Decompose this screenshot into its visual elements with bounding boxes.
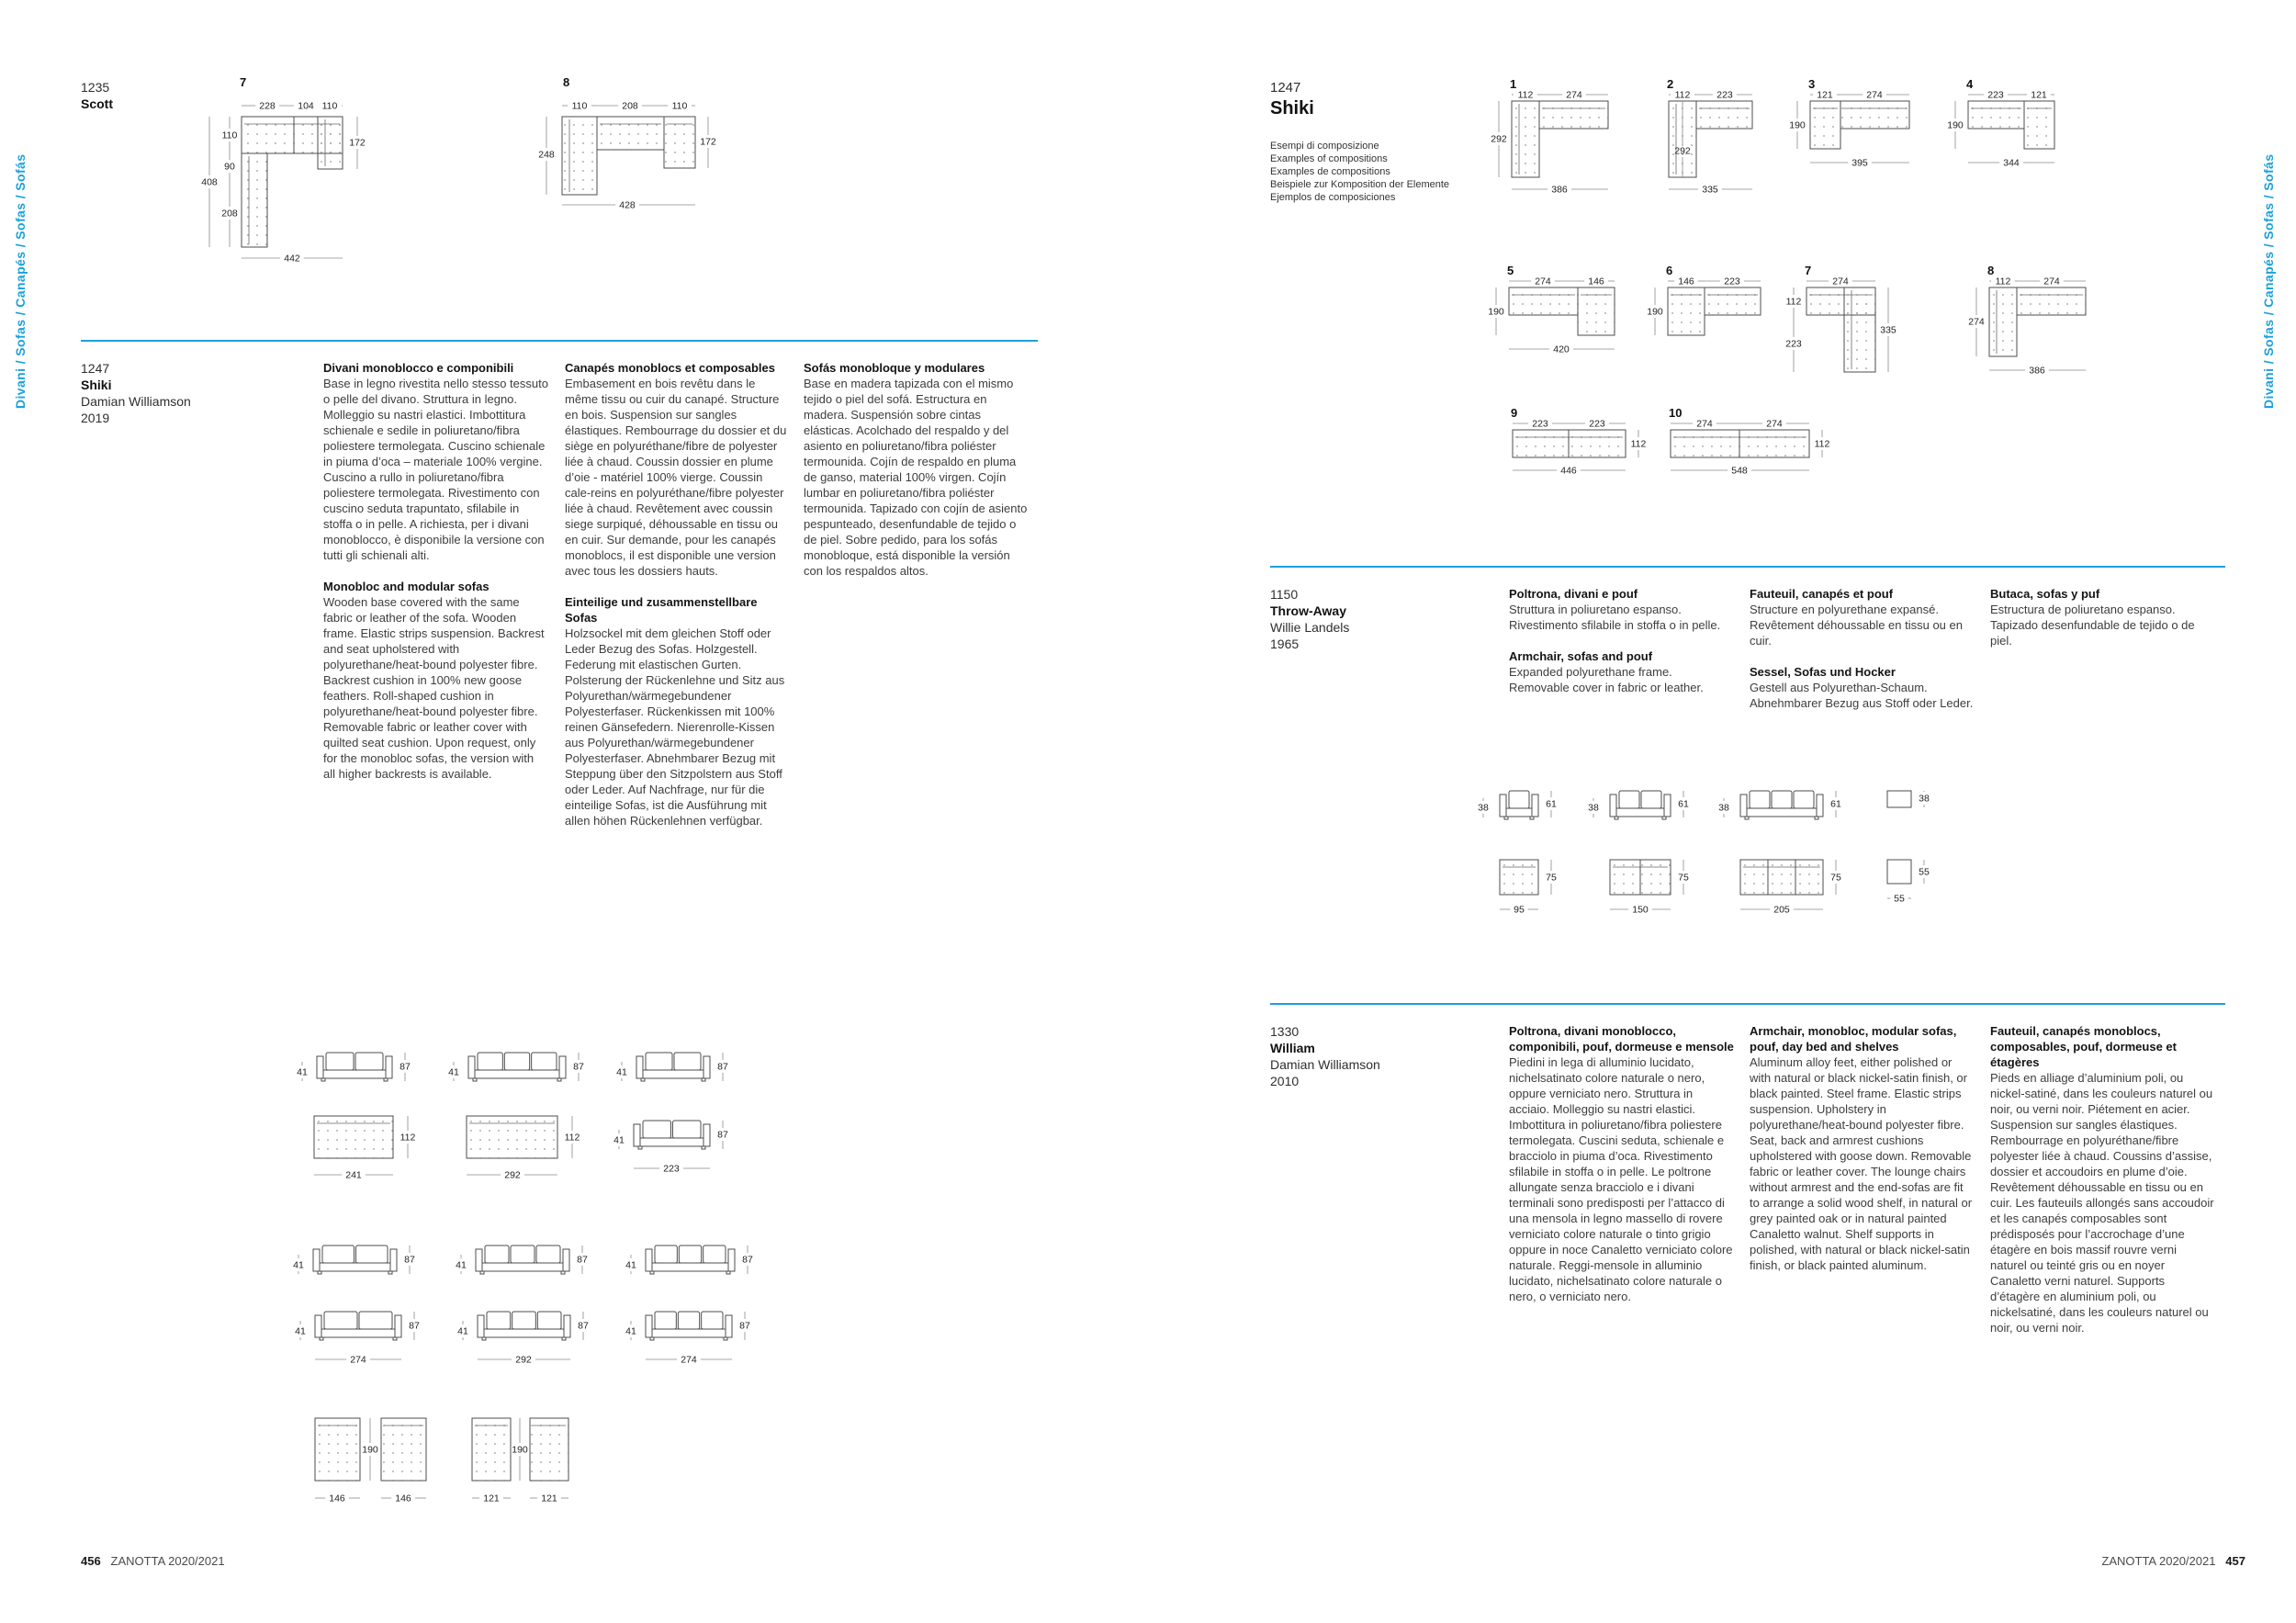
svg-text:223: 223	[1716, 89, 1733, 101]
throwaway-text-col-3	[1990, 586, 2215, 648]
svg-text:172: 172	[349, 137, 366, 149]
svg-text:274: 274	[1866, 89, 1883, 101]
svg-text:274: 274	[1968, 316, 1985, 328]
william-name: William	[1270, 1041, 1315, 1055]
scott-code: 1235	[81, 80, 110, 95]
svg-text:87: 87	[573, 1061, 584, 1073]
composition-captions	[1270, 140, 1449, 204]
svg-text:146: 146	[395, 1493, 411, 1505]
throwaway-text-col-2	[1750, 586, 1975, 711]
svg-text:38: 38	[1919, 793, 1930, 805]
shiki-body-de: Holzsockel mit dem gleichen Stoff oder Leder Bezug des Sofas. Holzgestell. Federung mit elastischen Gurten. Polsterung der Rückenlehne und Sitz aus Polyurethan/wärmegebundener Polyesterfaser. Rückenkissen mit 100% reinen Gänsefedern. Nierenrolle-Kissen aus Polyurethan/wärmegebundener Polyesterfaser. Abnehmbarer Bezug mit Steppung über den Sitzpolstern aus Stoff oder Leder. Auf Nachfrage, nur für die einteilige Sofas, ist die Ausführung mit allen höhen Rückenlehnen verfügbar.	[565, 626, 785, 828]
svg-text:110: 110	[671, 100, 688, 112]
shiki-composition-9-number: 9	[1511, 406, 1518, 420]
svg-text:292: 292	[1674, 145, 1691, 157]
william-text-col-2	[1750, 1023, 1975, 1273]
svg-text:386: 386	[1551, 184, 1568, 196]
shiki-module-front-274a	[287, 1304, 453, 1378]
svg-text:274: 274	[2043, 276, 2060, 287]
william-text-col-3	[1990, 1023, 2215, 1336]
svg-text:41: 41	[625, 1259, 636, 1271]
william-product-info	[1270, 1023, 1380, 1089]
william-body-it: Piedini in lega di alluminio lucidato, nichelsatinato colore naturale o nero, oppure verniciato nero. Struttura in acciaio. Molleggio su nastri elastici. Imbottitura in poliuretano/fibra poliestere termolegata. Cuscini seduta, schienale e bracciolo in piuma d’oca. Rivestimento sfilabile in stoffa o in pelle. Le poltrone allungate senza bracciolo e i divani terminali sono predisposti per l’attacco di una mensola in legno massello di rovere verniciato colore naturale o tinto grigio oppure in noce Canaletto verniciato colore naturale. Reggi-mensole in alluminio lucidato, nichelsatinato colore naturale o nero, o verniciato nero.	[1509, 1055, 1733, 1303]
svg-text:442: 442	[284, 253, 300, 265]
svg-text:408: 408	[201, 176, 218, 188]
svg-text:41: 41	[457, 1325, 468, 1337]
shiki-composition-2	[1641, 75, 1797, 209]
svg-text:41: 41	[625, 1325, 636, 1337]
left-page-footer	[81, 1554, 225, 1568]
svg-text:87: 87	[409, 1320, 420, 1332]
svg-text:41: 41	[456, 1259, 467, 1271]
svg-text:112: 112	[1995, 276, 2011, 287]
svg-text:274: 274	[1696, 418, 1713, 430]
throwaway-pouf-front	[1860, 783, 1961, 820]
throwaway-year: 1965	[1270, 637, 1300, 651]
william-body-en: Aluminum alloy feet, either polished or with natural or black nickel-satin finish, or black painted. Steel frame. Elastic strips suspension. Upholstery in polyurethane/heat-bound polyester fibre. Seat, back and armrest cushions upholstered with goose down. Removable fabric or leather cover. The lounge chairs without armrest and the end-sofas are fit to arrange a solid wood shelf, in natural or grey painted oak or in natural painted Canaletto walnut. Shelf supports in polished, with natural or black nickel-satin finish, or black painted aluminum.	[1750, 1055, 1973, 1272]
scott-plan-8-number: 8	[563, 75, 570, 89]
shiki-module-front-r1c2	[441, 1045, 615, 1096]
shiki-composition-7-number: 7	[1805, 264, 1812, 277]
svg-text:223: 223	[1589, 418, 1605, 430]
throwaway-sofa3-plan	[1713, 851, 1860, 919]
svg-text:190: 190	[1647, 306, 1663, 318]
throwaway-designer: Willie Landels	[1270, 620, 1350, 635]
shiki-module-front-r3c3	[618, 1238, 793, 1289]
svg-text:104: 104	[298, 100, 314, 112]
svg-text:112: 112	[1630, 438, 1647, 450]
svg-text:61: 61	[1546, 798, 1557, 810]
william-heading-fr: Fauteuil, canapés monoblocs, composables, pouf, dormeuse et étagères	[1990, 1024, 2177, 1069]
throwaway-heading-fr: Fauteuil, canapés et pouf	[1750, 587, 1894, 601]
svg-text:446: 446	[1560, 465, 1577, 477]
svg-text:190: 190	[1947, 119, 1964, 131]
svg-text:274: 274	[1832, 276, 1849, 287]
svg-text:41: 41	[293, 1259, 304, 1271]
shiki-composition-5-number: 5	[1507, 264, 1514, 277]
svg-text:274: 274	[1766, 418, 1783, 430]
svg-text:335: 335	[1702, 184, 1718, 196]
throwaway-body-it: Struttura in poliuretano espanso. Rivestimento sfilabile in stoffa o in pelle.	[1509, 603, 1721, 632]
shiki-composition-3	[1783, 75, 1966, 186]
svg-text:241: 241	[345, 1169, 362, 1181]
svg-text:228: 228	[259, 100, 276, 112]
divider-shiki-section	[81, 340, 1038, 342]
shiki-compositions-header	[1270, 79, 1314, 119]
throwaway-text-col-1	[1509, 586, 1734, 695]
throwaway-body-es: Estructura de poliuretano espanso. Tapizado desenfundable de tejido o de piel.	[1990, 603, 2195, 648]
svg-text:110: 110	[221, 130, 238, 141]
svg-text:292: 292	[1491, 133, 1507, 145]
svg-text:38: 38	[1718, 802, 1729, 814]
svg-text:146: 146	[1678, 276, 1694, 287]
throwaway-sofa3-front	[1713, 783, 1860, 829]
svg-text:87: 87	[742, 1254, 753, 1266]
svg-text:75: 75	[1678, 872, 1689, 884]
svg-text:110: 110	[571, 100, 588, 112]
scott-product-info	[81, 79, 113, 112]
brand-footer-left: ZANOTTA 2020/2021	[110, 1554, 225, 1568]
svg-text:87: 87	[739, 1320, 750, 1332]
right-page-footer	[1837, 1554, 2245, 1568]
svg-text:55: 55	[1894, 893, 1905, 905]
svg-text:112: 112	[564, 1132, 580, 1144]
shiki-compositions-code: 1247	[1270, 80, 1301, 96]
svg-text:428: 428	[619, 199, 636, 211]
shiki-module-front-r1c3	[609, 1045, 765, 1096]
svg-text:223: 223	[1987, 89, 2004, 101]
svg-text:112: 112	[400, 1132, 416, 1144]
shiki-body-fr: Embasement en bois revêtu dans le même tissu ou cuir du canapé. Structure en bois. Suspension sur sangles élastiques. Rembourrage du dossier et du siège en polyuréthane/fibre de polyester liée à chaud. Coussin dossier en plume d’oie - matériel 100% vierge. Coussin cale-reins en polyuréthane/fibre polyester liée à chaud. Revêtement avec coussin siege surpiqué, déhoussable en tissu ou en cuir. Sur demande, pour les canapés monoblocs, il est disponible une version avec tous les dossiers hauts.	[565, 377, 787, 578]
throwaway-pouf-plan	[1860, 851, 1961, 915]
caption-en: Examples of compositions	[1270, 153, 1388, 164]
svg-text:87: 87	[578, 1320, 589, 1332]
svg-text:121: 121	[2031, 89, 2047, 101]
shiki-heading-fr: Canapés monoblocs et composables	[565, 361, 776, 375]
shiki-module-plan-121-pair	[445, 1411, 628, 1516]
svg-text:121: 121	[483, 1493, 500, 1505]
svg-text:112: 112	[1814, 438, 1830, 450]
left-page-number: 456	[81, 1554, 101, 1568]
william-text-col-1	[1509, 1023, 1734, 1304]
svg-text:87: 87	[404, 1254, 415, 1266]
shiki-composition-10	[1643, 404, 1863, 491]
svg-text:112: 112	[1785, 296, 1802, 308]
shiki-product-info	[81, 360, 191, 426]
shiki-body-es: Base en madera tapizada con el mismo tejido o piel del sofá. Estructura en madera. Suspensión sobre cintas elásticas. Acolchado del respaldo y del asiento en poliuretano/fibra poliéster termounida. Cojín de respaldo en pluma de ganso, material 100% virgen. Cojín lumbar en poliuretano/fibra poliéster termounida. Tapizado con cojín de asiento pespunteado, desenfundable de tejido o de piel. Sobre pedido, para los sofás monobloque, está disponible la versión con los respaldos altos.	[804, 377, 1028, 578]
throwaway-heading-en: Armchair, sofas and pouf	[1509, 649, 1653, 663]
scott-plan-7-number: 7	[240, 75, 247, 89]
svg-text:90: 90	[224, 161, 235, 173]
caption-it: Esempi di composizione	[1270, 141, 1379, 152]
svg-text:223: 223	[663, 1163, 680, 1175]
shiki-body-it: Base in legno rivestita nello stesso tessuto o pelle del divano. Struttura in legno. Molleggio su nastri elastici. Imbottitura schienale e sedile in poliuretano/fibra poliestere termolegata. Cuscino schienale in piuma d’oca – materiale 100% vergine. Cuscino a rullo in poliuretano/fibra poliestere termolegata. Rivestimento con cuscino seduta trapuntato, sfilabile in stoffa o in pelle. A richiesta, per i divani monoblocco, è disponibile la versione con tutti gli schienali alti.	[323, 377, 548, 562]
right-page-side-label: Divani / Sofas / Canapés / Sofas / Sofás	[2261, 153, 2276, 409]
svg-text:95: 95	[1514, 904, 1525, 916]
svg-text:190: 190	[512, 1444, 528, 1456]
shiki-year: 2019	[81, 411, 110, 425]
shiki-composition-8	[1962, 262, 2145, 390]
shiki-heading-de: Einteilige und zusammenstellbare Sofas	[565, 595, 758, 625]
svg-text:87: 87	[717, 1129, 728, 1141]
throwaway-body-en: Expanded polyurethane frame. Removable cover in fabric or leather.	[1509, 665, 1704, 694]
svg-text:386: 386	[2029, 365, 2045, 377]
svg-text:150: 150	[1632, 904, 1649, 916]
shiki-module-plan-241	[287, 1107, 443, 1185]
william-code: 1330	[1270, 1024, 1300, 1039]
shiki-module-front-274b	[618, 1304, 793, 1378]
throwaway-heading-es: Butaca, sofas y puf	[1990, 587, 2100, 601]
shiki-composition-3-number: 3	[1808, 77, 1816, 91]
svg-text:208: 208	[221, 208, 238, 220]
svg-text:274: 274	[681, 1354, 697, 1366]
throwaway-sofa2-plan	[1582, 851, 1702, 919]
scott-plan-7	[179, 73, 422, 271]
svg-text:190: 190	[1789, 119, 1806, 131]
svg-text:87: 87	[577, 1254, 588, 1266]
svg-text:146: 146	[1588, 276, 1604, 287]
svg-text:548: 548	[1731, 465, 1748, 477]
shiki-composition-2-number: 2	[1667, 77, 1674, 91]
svg-text:121: 121	[1817, 89, 1833, 101]
william-designer: Damian Williamson	[1270, 1057, 1380, 1072]
shiki-heading-en: Monobloc and modular sofas	[323, 580, 490, 593]
shiki-composition-4-number: 4	[1966, 77, 1974, 91]
divider-throwaway-section	[1270, 566, 2225, 568]
throwaway-armchair-plan	[1472, 851, 1573, 919]
william-body-fr: Pieds en alliage d’aluminium poli, ou nickel-satiné, dans les couleurs naturel ou noir, ou verni noir. Piétement en acier. Suspension sur sangles élastiques. Rembourrage en polyuréthane/fibre polyester liée à chaud. Coussins d’assise, dossier et accoudoirs en plume d’oie. Revêtement déhoussable en tissu ou en cuir. Les fauteuils allongés sans accoudoir et les canapés composables sont prédisposés pour l’accrochage d’une étagère en bois massif rouvre verni naturel ou teinté gris ou en noyer Canaletto verni naturel. Supports d’étagère en aluminium poli, ou nickelsatiné, dans les couleurs naturel ou noir, ou verni noir.	[1990, 1071, 2214, 1335]
svg-text:223: 223	[1532, 418, 1548, 430]
svg-text:87: 87	[400, 1061, 411, 1073]
shiki-composition-5	[1481, 262, 1665, 372]
throwaway-product-info	[1270, 586, 1349, 652]
shiki-composition-6-number: 6	[1666, 264, 1673, 277]
svg-text:112: 112	[1674, 89, 1691, 101]
left-page-side-label: Divani / Sofas / Canapés / Sofas / Sofás	[13, 153, 28, 409]
svg-text:292: 292	[515, 1354, 532, 1366]
shiki-compositions-name: Shiki	[1270, 98, 1314, 118]
svg-text:190: 190	[362, 1444, 378, 1456]
svg-text:274: 274	[1535, 276, 1551, 287]
shiki-text-col-3	[804, 360, 1029, 579]
throwaway-heading-de: Sessel, Sofas und Hocker	[1750, 665, 1896, 679]
svg-text:292: 292	[504, 1169, 521, 1181]
svg-text:335: 335	[1880, 324, 1896, 336]
throwaway-body-fr: Structure en polyurethane expansé. Revêtement déhoussable en tissu ou en cuir.	[1750, 603, 1963, 648]
brand-footer-right: ZANOTTA 2020/2021	[2101, 1554, 2216, 1568]
svg-text:41: 41	[616, 1066, 627, 1078]
caption-de: Beispiele zur Komposition der Elemente	[1270, 179, 1450, 190]
svg-text:420: 420	[1553, 344, 1570, 355]
svg-text:112: 112	[1517, 89, 1534, 101]
shiki-module-front-r3c1	[286, 1238, 451, 1289]
shiki-name: Shiki	[81, 378, 112, 392]
svg-text:38: 38	[1478, 802, 1489, 814]
svg-text:274: 274	[350, 1354, 366, 1366]
svg-text:190: 190	[1488, 306, 1504, 318]
svg-text:38: 38	[1588, 802, 1599, 814]
shiki-composition-10-number: 10	[1669, 406, 1683, 420]
throwaway-name: Throw-Away	[1270, 603, 1346, 618]
svg-text:248: 248	[538, 149, 555, 161]
svg-text:172: 172	[700, 136, 716, 148]
svg-text:61: 61	[1830, 798, 1841, 810]
scott-plan-8	[514, 73, 758, 220]
william-year: 2010	[1270, 1074, 1300, 1088]
svg-text:146: 146	[329, 1493, 345, 1505]
shiki-heading-it: Divani monoblocco e componibili	[323, 361, 514, 375]
svg-text:41: 41	[297, 1066, 308, 1078]
scott-name: Scott	[81, 96, 113, 111]
throwaway-sofa2-front	[1582, 783, 1702, 829]
shiki-composition-4	[1941, 75, 2106, 186]
svg-text:395: 395	[1851, 157, 1868, 169]
shiki-text-col-1	[323, 360, 548, 782]
shiki-designer: Damian Williamson	[81, 394, 191, 409]
svg-text:41: 41	[295, 1325, 306, 1337]
svg-text:205: 205	[1773, 904, 1790, 916]
caption-fr: Examples de compositions	[1270, 166, 1390, 177]
throwaway-heading-it: Poltrona, divani e pouf	[1509, 587, 1638, 601]
svg-text:274: 274	[1566, 89, 1582, 101]
shiki-module-front-292	[450, 1304, 625, 1378]
right-page-number: 457	[2225, 1554, 2245, 1568]
william-heading-it: Poltrona, divani monoblocco, componibili, pouf, dormeuse e mensole	[1509, 1024, 1734, 1054]
svg-text:41: 41	[613, 1134, 625, 1146]
william-heading-en: Armchair, monobloc, modular sofas, pouf, day bed and shelves	[1750, 1024, 1957, 1054]
shiki-composition-1	[1484, 75, 1668, 209]
divider-william-section	[1270, 1003, 2225, 1005]
throwaway-armchair-front	[1472, 783, 1573, 829]
svg-text:121: 121	[541, 1493, 557, 1505]
svg-text:110: 110	[321, 100, 338, 112]
shiki-composition-1-number: 1	[1510, 77, 1517, 91]
shiki-composition-7	[1779, 262, 1953, 395]
shiki-module-front-223	[606, 1113, 762, 1187]
svg-text:61: 61	[1678, 798, 1689, 810]
shiki-text-col-2	[565, 360, 790, 828]
shiki-module-front-r1c1	[289, 1045, 445, 1096]
shiki-body-en: Wooden base covered with the same fabric or leather of the sofa. Wooden frame. Elastic strips suspension. Backrest and seat upholstered with polyurethane/heat-bound polyester fibre. Backrest cushion in 100% new goose feathers. Roll-shaped cushion in polyurethane/heat-bound polyester fibre. Removable fabric or leather cover with quilted seat cushion. Upon request, only for the monobloc sofas, the version with all higher backrests is available.	[323, 595, 545, 781]
shiki-code: 1247	[81, 361, 110, 376]
shiki-composition-8-number: 8	[1987, 264, 1995, 277]
svg-text:75: 75	[1830, 872, 1841, 884]
svg-text:223: 223	[1785, 338, 1802, 350]
shiki-module-front-r3c2	[448, 1238, 623, 1289]
svg-text:223: 223	[1724, 276, 1740, 287]
throwaway-body-de: Gestell aus Polyurethan-Schaum. Abnehmbarer Bezug aus Stoff oder Leder.	[1750, 681, 1974, 710]
svg-text:75: 75	[1546, 872, 1557, 884]
shiki-heading-es: Sofás monobloque y modulares	[804, 361, 985, 375]
throwaway-code: 1150	[1270, 587, 1299, 602]
svg-text:41: 41	[448, 1066, 459, 1078]
shiki-module-plan-292	[439, 1107, 613, 1185]
svg-text:55: 55	[1919, 866, 1930, 878]
svg-text:208: 208	[622, 100, 638, 112]
svg-text:344: 344	[2003, 157, 2020, 169]
svg-text:87: 87	[717, 1061, 728, 1073]
caption-es: Ejemplos de composiciones	[1270, 192, 1396, 203]
